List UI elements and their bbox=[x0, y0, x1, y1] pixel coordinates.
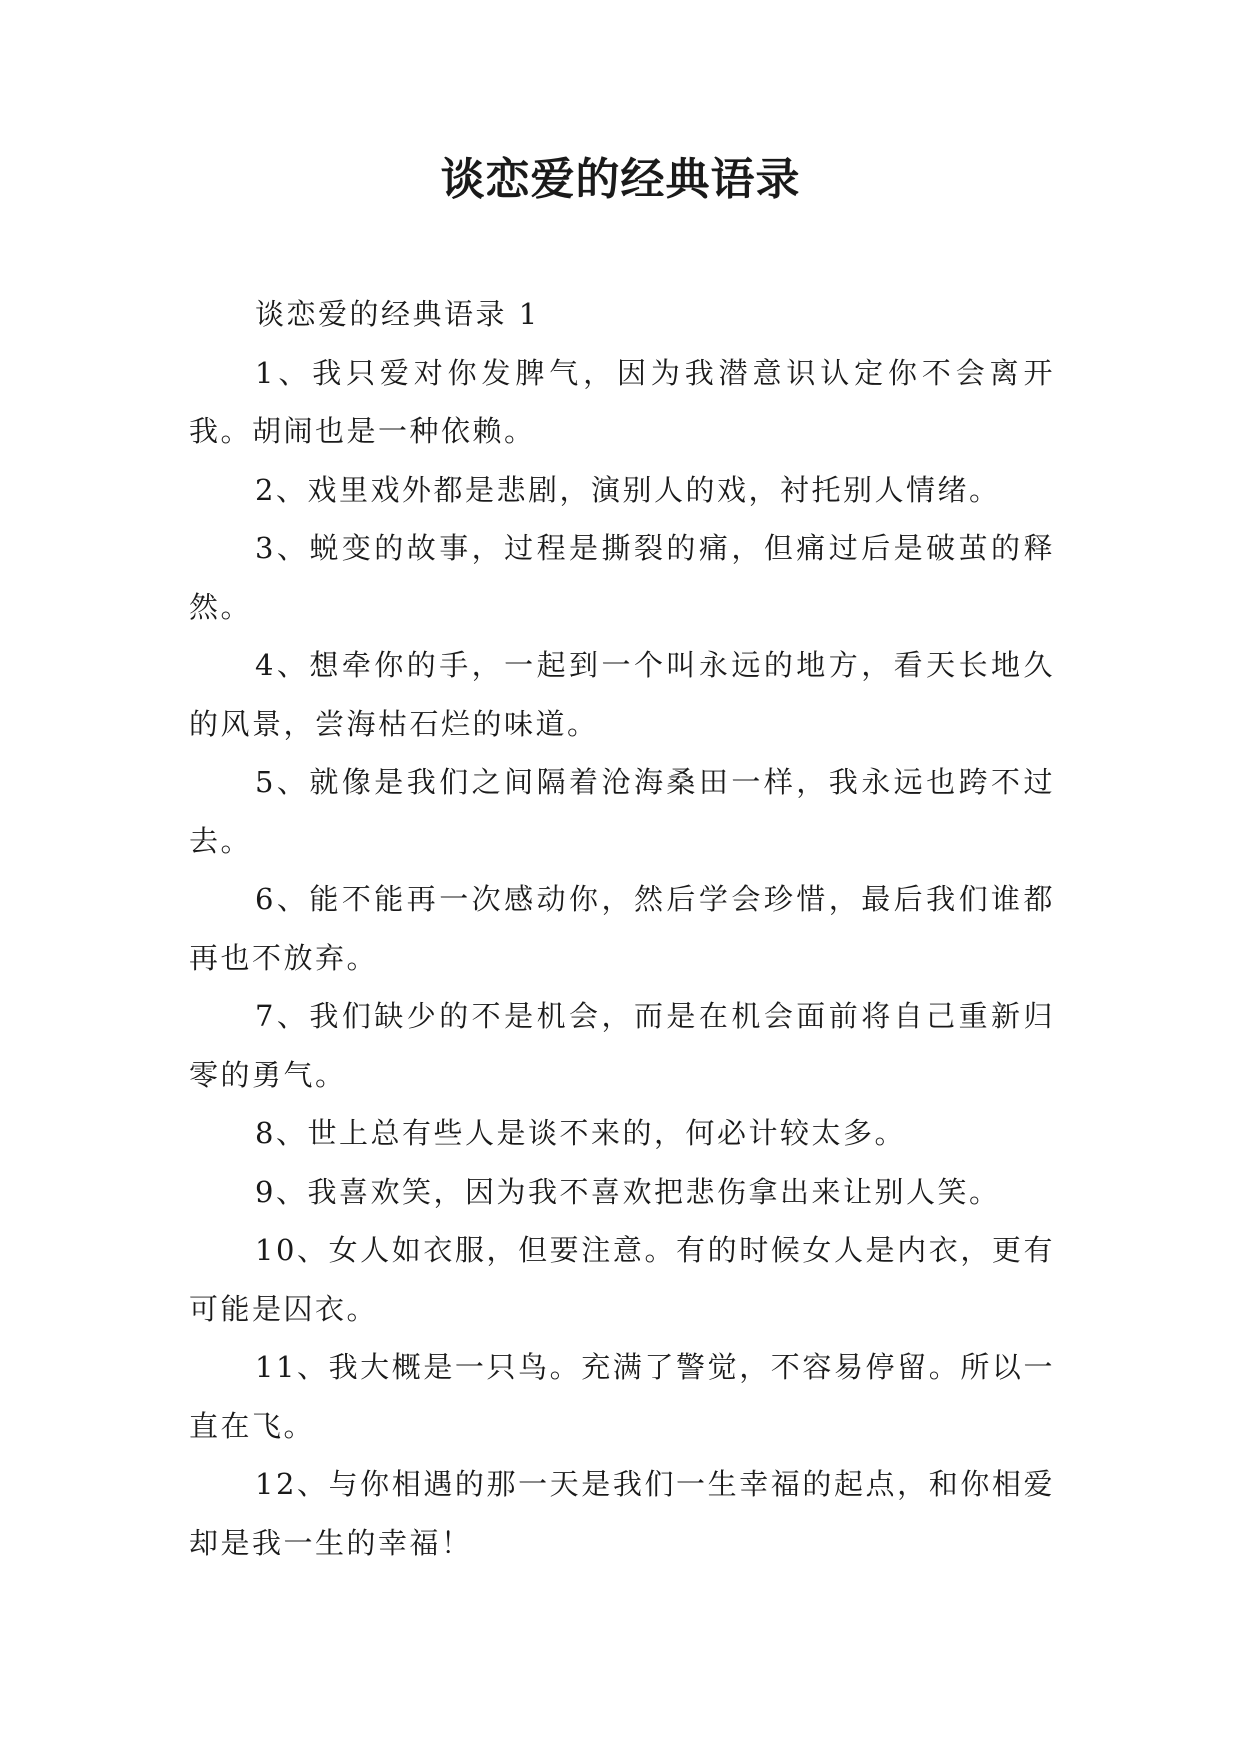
quote-paragraph: 4、想牵你的手，一起到一个叫永远的地方，看天长地久的风景，尝海枯石烂的味道。 bbox=[189, 648, 1055, 741]
quote-paragraph: 7、我们缺少的不是机会，而是在机会面前将自己重新归零的勇气。 bbox=[189, 999, 1055, 1092]
quote-paragraph: 8、世上总有些人是谈不来的，何必计较太多。 bbox=[255, 1116, 906, 1150]
section-heading: 谈恋爱的经典语录 1 bbox=[255, 297, 540, 331]
quote-paragraph: 11、我大概是一只鸟。充满了警觉，不容易停留。所以一直在飞。 bbox=[189, 1350, 1055, 1443]
document-body bbox=[189, 285, 1055, 1572]
quote-paragraph: 9、我喜欢笑，因为我不喜欢把悲伤拿出来让别人笑。 bbox=[255, 1174, 1001, 1209]
quote-paragraph: 6、能不能再一次感动你，然后学会珍惜，最后我们谁都再也不放弃。 bbox=[189, 882, 1055, 975]
quote-paragraph: 2、戏里戏外都是悲剧，演别人的戏，衬托别人情绪。 bbox=[255, 472, 1001, 507]
quote-paragraph: 10、女人如衣服，但要注意。有的时候女人是内衣，更有可能是囚衣。 bbox=[189, 1233, 1055, 1326]
quote-paragraph: 1、我只爱对你发脾气，因为我潜意识认定你不会离开我。胡闹也是一种依赖。 bbox=[189, 355, 1055, 448]
document-title: 谈恋爱的经典语录 bbox=[440, 154, 801, 205]
quote-paragraph: 3、蜕变的故事，过程是撕裂的痛，但痛过后是破茧的释然。 bbox=[189, 531, 1055, 624]
quote-paragraph: 12、与你相遇的那一天是我们一生幸福的起点，和你相爱却是我一生的幸福！ bbox=[189, 1467, 1055, 1560]
quote-paragraph: 5、就像是我们之间隔着沧海桑田一样，我永远也跨不过去。 bbox=[189, 765, 1055, 858]
